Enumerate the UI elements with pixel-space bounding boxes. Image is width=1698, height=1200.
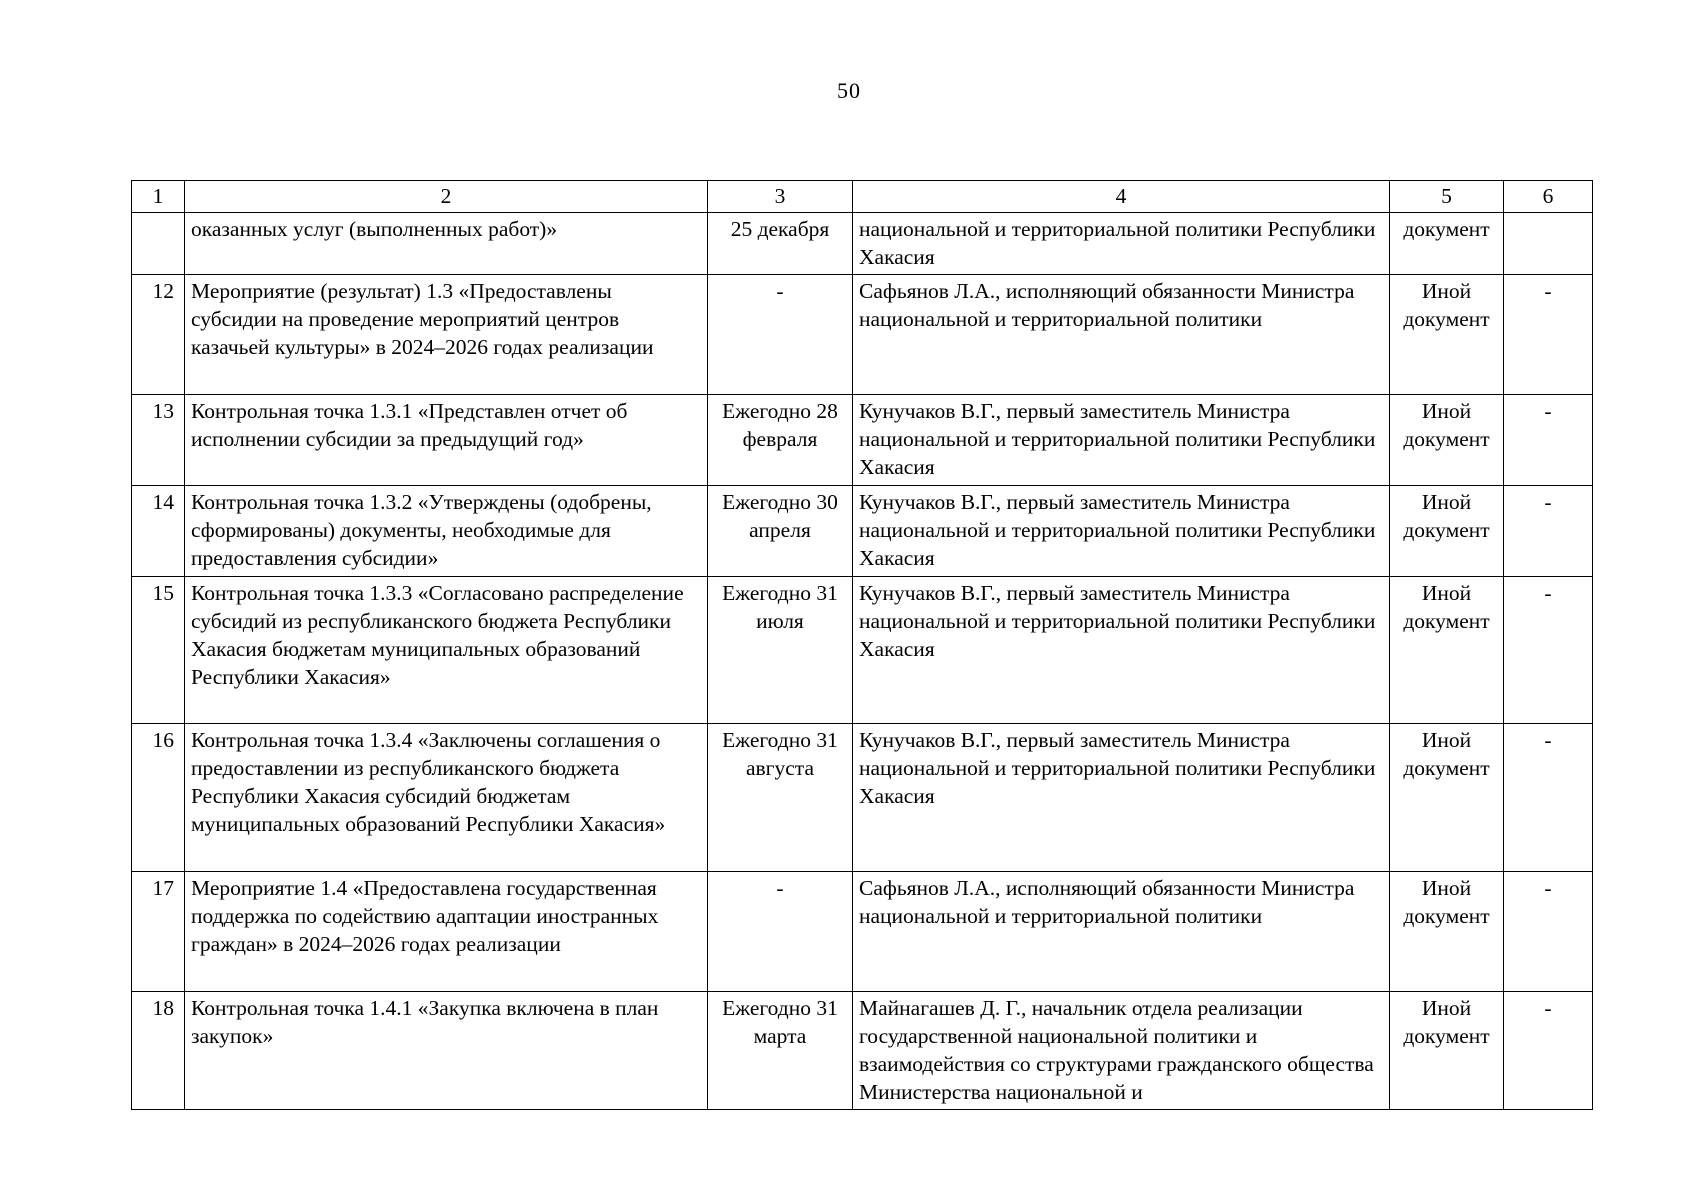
responsible: Майнагашев Д. Г., начальник отдела реализации государственной национальной политики и взаимодействия со структурами гражданского общества Министерства национальной и [853, 992, 1390, 1110]
table-row [132, 486, 1593, 577]
deadline: Ежегодно 31 июля [708, 577, 853, 724]
row-number: 14 [132, 486, 185, 577]
responsible: Кунучаков В.Г., первый заместитель Министра национальной и территориальной политики Республики Хакасия [853, 486, 1390, 577]
note: - [1504, 486, 1593, 577]
responsible: Сафьянов Л.А., исполняющий обязанности Министра национальной и территориальной политики [853, 275, 1390, 395]
note: - [1504, 872, 1593, 992]
table-row [132, 872, 1593, 992]
note: - [1504, 577, 1593, 724]
page-number: 50 [837, 78, 861, 103]
deadline: Ежегодно 31 августа [708, 724, 853, 872]
header-cell-6: 6 [1504, 181, 1593, 213]
document-type: Иной документ [1390, 724, 1504, 872]
responsible: Кунучаков В.Г., первый заместитель Министра национальной и территориальной политики Республики Хакасия [853, 724, 1390, 872]
header-cell-1: 1 [132, 181, 185, 213]
document-type: Иной документ [1390, 577, 1504, 724]
deadline: Ежегодно 30 апреля [708, 486, 853, 577]
header-cell-4: 4 [853, 181, 1390, 213]
header-cell-2: 2 [185, 181, 708, 213]
document-type: Иной документ [1390, 872, 1504, 992]
table-row [132, 577, 1593, 724]
measure-name: Контрольная точка 1.3.1 «Представлен отчет об исполнении субсидии за предыдущий год» [185, 395, 708, 486]
document-type: Иной документ [1390, 275, 1504, 395]
table-row [132, 992, 1593, 1110]
note [1504, 213, 1593, 275]
row-number: 17 [132, 872, 185, 992]
measure-name: Контрольная точка 1.4.1 «Закупка включена в план закупок» [185, 992, 708, 1110]
deadline: Ежегодно 31 марта [708, 992, 853, 1110]
measures-table [131, 180, 1593, 1110]
measure-name: Контрольная точка 1.3.3 «Согласовано распределение субсидий из республиканского бюджета Республики Хакасия бюджетам муниципальных образований Республики Хакасия» [185, 577, 708, 724]
row-number: 18 [132, 992, 185, 1110]
responsible: Кунучаков В.Г., первый заместитель Министра национальной и территориальной политики Республики Хакасия [853, 577, 1390, 724]
responsible: Кунучаков В.Г., первый заместитель Министра национальной и территориальной политики Республики Хакасия [853, 395, 1390, 486]
row-number: 15 [132, 577, 185, 724]
table-header-row [132, 181, 1593, 213]
row-number: 12 [132, 275, 185, 395]
row-number: 13 [132, 395, 185, 486]
header-cell-3: 3 [708, 181, 853, 213]
measure-name: Контрольная точка 1.3.4 «Заключены соглашения о предоставлении из республиканского бюджета Республики Хакасия субсидий бюджетам муниципальных образований Республики Хакасия» [185, 724, 708, 872]
responsible: национальной и территориальной политики Республики Хакасия [853, 213, 1390, 275]
measure-name: Мероприятие (результат) 1.3 «Предоставлены субсидии на проведение мероприятий центров казачьей культуры» в 2024–2026 годах реализации [185, 275, 708, 395]
deadline: Ежегодно 28 февраля [708, 395, 853, 486]
row-number [132, 213, 185, 275]
header-cell-5: 5 [1390, 181, 1504, 213]
row-number: 16 [132, 724, 185, 872]
measure-name: Мероприятие 1.4 «Предоставлена государственная поддержка по содействию адаптации иностранных граждан» в 2024–2026 годах реализации [185, 872, 708, 992]
measure-name: оказанных услуг (выполненных работ)» [185, 213, 708, 275]
table-row [132, 724, 1593, 872]
table-row [132, 275, 1593, 395]
deadline: 25 декабря [708, 213, 853, 275]
measure-name: Контрольная точка 1.3.2 «Утверждены (одобрены, сформированы) документы, необходимые для предоставления субсидии» [185, 486, 708, 577]
table-row [132, 395, 1593, 486]
note: - [1504, 275, 1593, 395]
deadline: - [708, 275, 853, 395]
document-type: Иной документ [1390, 992, 1504, 1110]
document-type: Иной документ [1390, 486, 1504, 577]
note: - [1504, 992, 1593, 1110]
document-type: документ [1390, 213, 1504, 275]
note: - [1504, 395, 1593, 486]
responsible: Сафьянов Л.А., исполняющий обязанности Министра национальной и территориальной политики [853, 872, 1390, 992]
deadline: - [708, 872, 853, 992]
table-row [132, 213, 1593, 275]
note: - [1504, 724, 1593, 872]
document-type: Иной документ [1390, 395, 1504, 486]
